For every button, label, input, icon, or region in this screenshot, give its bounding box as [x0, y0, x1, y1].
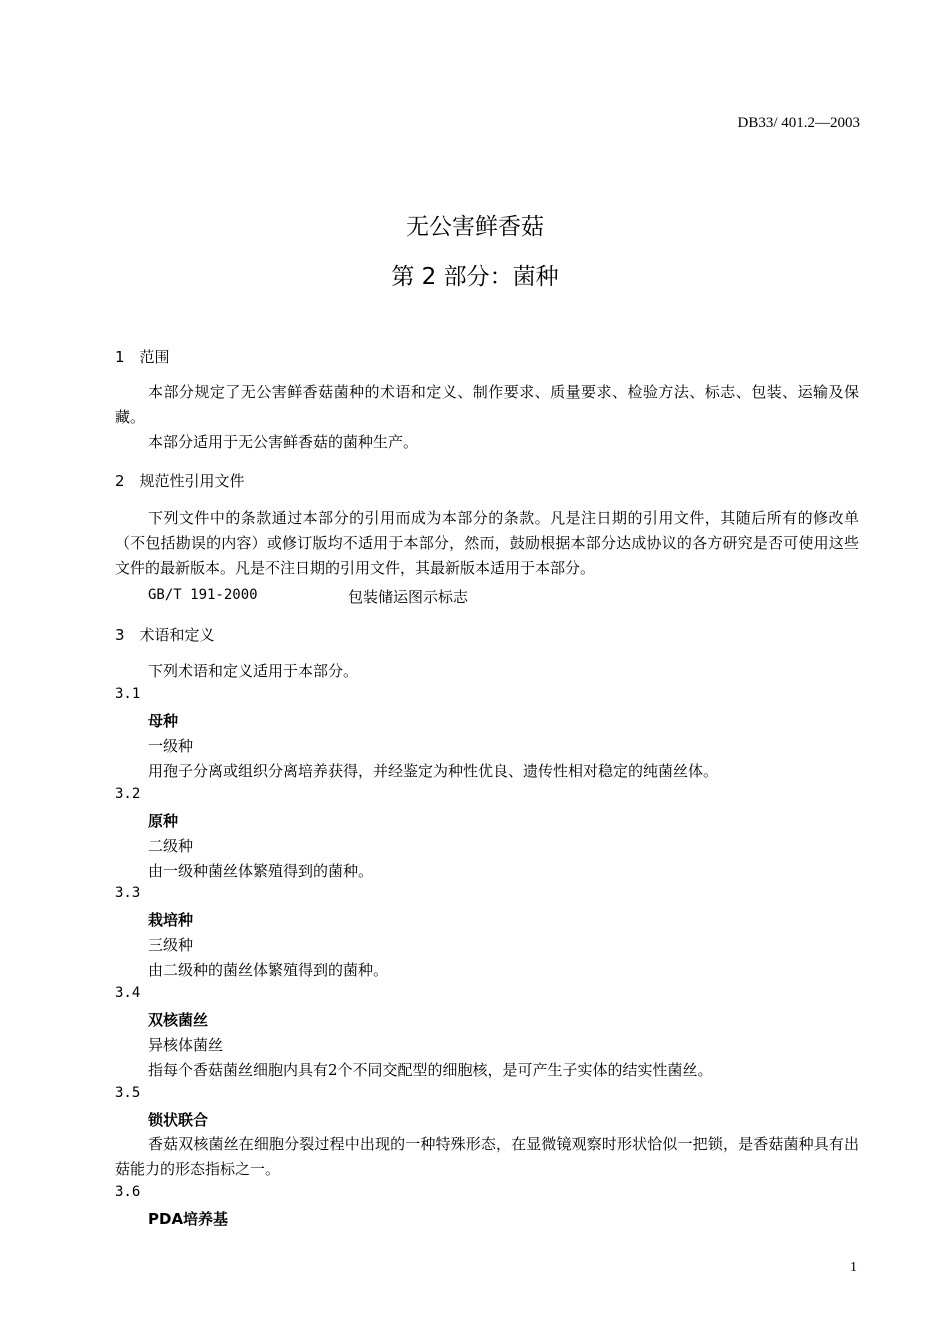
term-number: 3.6: [115, 1184, 141, 1200]
term-number: 3.3: [115, 885, 141, 901]
scope-paragraph-2: 本部分适用于无公害鲜香菇的菌种生产。: [148, 433, 419, 451]
term-alias: 异核体菌丝: [148, 1036, 224, 1054]
page-number: 1: [850, 1260, 857, 1275]
term-definition: 用孢子分离或组织分离培养获得，并经鉴定为种性优良、遗传性相对稳定的纯菌丝体。: [148, 762, 719, 780]
term-alias: 一级种: [148, 737, 194, 755]
term-definition: 指每个香菇菌丝细胞内具有2个不同交配型的细胞核，是可产生子实体的结实性菌丝。: [148, 1061, 713, 1079]
references-paragraph: 下列文件中的条款通过本部分的引用而成为本部分的条款。凡是注日期的引用文件，其随后所有的修改单（不包括勘误的内容）或修订版均不适用于本部分，然而，鼓励根据本部分达成协议的各方研究是否可使用这些文件的最新版本。凡是不注日期的引用文件，其最新版本适用于本部分。: [115, 509, 859, 577]
term-name: 栽培种: [148, 911, 194, 929]
term-number: 3.1: [115, 686, 141, 702]
term-name: PDA培养基: [148, 1210, 229, 1228]
section-heading-terms: 3 术语和定义: [115, 626, 215, 644]
scope-paragraph-1: 本部分规定了无公害鲜香菇菌种的术语和定义、制作要求、质量要求、检验方法、标志、包装、运输及保藏。: [115, 383, 859, 426]
term-definition: 香菇双核菌丝在细胞分裂过程中出现的一种特殊形态，在显微镜观察时形状恰似一把锁，是香菇菌种具有出菇能力的形态指标之一。: [115, 1135, 859, 1178]
term-alias: 二级种: [148, 837, 194, 855]
section-heading-references: 2 规范性引用文件: [115, 472, 245, 490]
term-name: 锁状联合: [148, 1111, 209, 1129]
term-name: 原种: [148, 812, 179, 830]
document-title: 无公害鲜香菇: [406, 214, 544, 240]
terms-intro: 下列术语和定义适用于本部分。: [148, 662, 359, 680]
section-heading-scope: 1 范围: [115, 348, 170, 366]
term-alias: 三级种: [148, 936, 194, 954]
term-definition: 由二级种的菌丝体繁殖得到的菌种。: [148, 961, 389, 979]
term-definition: 由一级种菌丝体繁殖得到的菌种。: [148, 862, 374, 880]
term-name: 母种: [148, 712, 179, 730]
term-number: 3.4: [115, 985, 141, 1001]
part-title: 第 2 部分：菌种: [391, 264, 559, 290]
reference-title: 包装储运图示标志: [348, 588, 469, 606]
term-number: 3.2: [115, 786, 141, 802]
standard-code: DB33/ 401.2—2003: [737, 115, 860, 131]
term-name: 双核菌丝: [148, 1011, 209, 1029]
reference-code: GB/T 191-2000: [148, 587, 258, 603]
term-number: 3.5: [115, 1085, 141, 1101]
